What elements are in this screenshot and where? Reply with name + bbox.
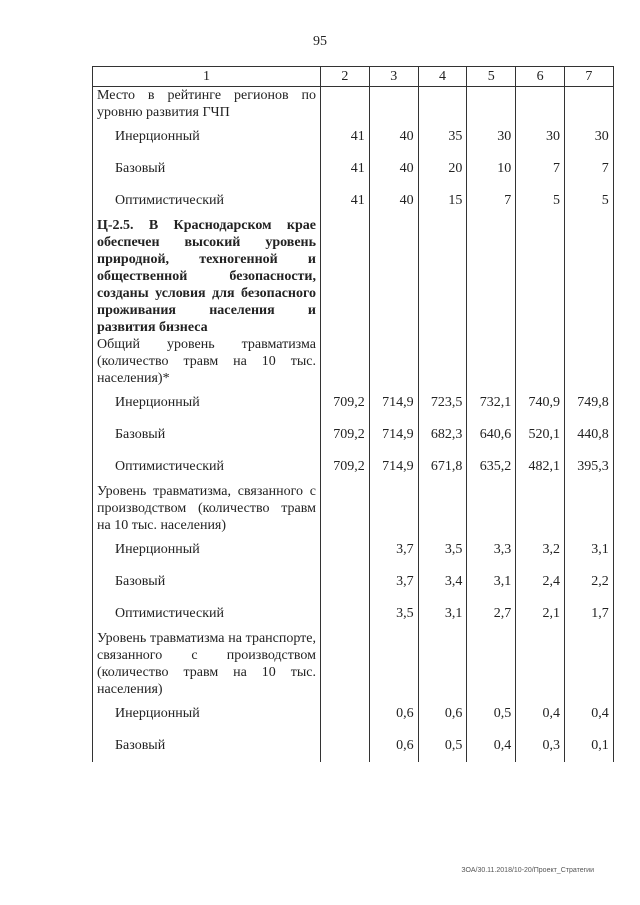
scenario-label: Оптимистический [93,185,321,217]
value-cell-col4: 20 [418,153,467,185]
scenario-label: Инерционный [93,387,321,419]
scenario-label: Оптимистический [93,598,321,630]
value-cell-col6: 2,1 [516,598,565,630]
value-cell-col2 [321,566,370,598]
value-cell-col2: 41 [321,153,370,185]
value-cell-col7: 0,4 [564,698,613,730]
value-cell-col7: 2,2 [564,566,613,598]
table-header-row [93,67,614,87]
scenario-label: Базовый [93,419,321,451]
value-cell-col3: 40 [369,153,418,185]
value-cell-col3: 40 [369,185,418,217]
table-row-scenario [93,698,614,730]
value-cell-col2: 709,2 [321,451,370,483]
value-cell-col3: 0,6 [369,730,418,762]
value-cell-col6: 5 [516,185,565,217]
value-cell-col2 [321,483,370,534]
value-cell-col4: 671,8 [418,451,467,483]
value-cell-col6: 2,4 [516,566,565,598]
value-cell-col2 [321,336,370,387]
value-cell-col5: 10 [467,153,516,185]
value-cell-col3: 3,7 [369,534,418,566]
value-cell-col5: 732,1 [467,387,516,419]
value-cell-col4: 0,6 [418,698,467,730]
header-cell-6: 6 [516,67,565,87]
table-row-goal [93,217,614,336]
value-cell-col7: 3,1 [564,534,613,566]
value-cell-col4 [418,87,467,122]
value-cell-col3 [369,630,418,698]
scenario-label: Инерционный [93,698,321,730]
value-cell-col7 [564,483,613,534]
scenario-label: Базовый [93,730,321,762]
value-cell-col2 [321,598,370,630]
value-cell-col6: 7 [516,153,565,185]
value-cell-col5: 3,3 [467,534,516,566]
value-cell-col3: 0,6 [369,698,418,730]
value-cell-col7 [564,87,613,122]
value-cell-col2 [321,630,370,698]
table-row-section [93,336,614,387]
value-cell-col5 [467,87,516,122]
value-cell-col3: 714,9 [369,387,418,419]
value-cell-col5 [467,217,516,336]
value-cell-col7: 749,8 [564,387,613,419]
value-cell-col5 [467,630,516,698]
table-row-scenario [93,451,614,483]
value-cell-col6: 520,1 [516,419,565,451]
value-cell-col2: 709,2 [321,419,370,451]
value-cell-col7: 5 [564,185,613,217]
value-cell-col5 [467,336,516,387]
value-cell-col2 [321,217,370,336]
value-cell-col4 [418,336,467,387]
value-cell-col5: 7 [467,185,516,217]
value-cell-col7: 395,3 [564,451,613,483]
value-cell-col4: 35 [418,121,467,153]
value-cell-col7 [564,217,613,336]
value-cell-col4: 3,5 [418,534,467,566]
value-cell-col7: 0,1 [564,730,613,762]
value-cell-col6 [516,336,565,387]
value-cell-col4 [418,483,467,534]
value-cell-col6 [516,217,565,336]
value-cell-col3 [369,87,418,122]
value-cell-col2 [321,534,370,566]
value-cell-col7 [564,336,613,387]
value-cell-col6: 0,3 [516,730,565,762]
scenario-label: Инерционный [93,121,321,153]
value-cell-col4: 3,4 [418,566,467,598]
value-cell-col3: 40 [369,121,418,153]
table-row-scenario [93,534,614,566]
value-cell-col6: 30 [516,121,565,153]
value-cell-col6 [516,87,565,122]
value-cell-col5: 640,6 [467,419,516,451]
value-cell-col4: 723,5 [418,387,467,419]
value-cell-col7: 7 [564,153,613,185]
scenario-label: Оптимистический [93,451,321,483]
table-row-scenario [93,121,614,153]
value-cell-col3 [369,336,418,387]
value-cell-col5: 0,5 [467,698,516,730]
value-cell-col2 [321,87,370,122]
table-row-scenario [93,387,614,419]
value-cell-col2: 709,2 [321,387,370,419]
table-row-scenario [93,185,614,217]
value-cell-col5: 2,7 [467,598,516,630]
value-cell-col7: 1,7 [564,598,613,630]
table-row-section [93,483,614,534]
value-cell-col2 [321,730,370,762]
value-cell-col4 [418,217,467,336]
table-row-section [93,630,614,698]
header-cell-3: 3 [369,67,418,87]
value-cell-col4: 0,5 [418,730,467,762]
value-cell-col3: 3,7 [369,566,418,598]
page-number: 95 [313,34,327,49]
value-cell-col3: 714,9 [369,419,418,451]
value-cell-col6: 0,4 [516,698,565,730]
value-cell-col2 [321,698,370,730]
table-row-scenario [93,730,614,762]
value-cell-col3 [369,483,418,534]
value-cell-col6: 740,9 [516,387,565,419]
value-cell-col5: 30 [467,121,516,153]
table-row-section [93,87,614,122]
value-cell-col5 [467,483,516,534]
value-cell-col4: 3,1 [418,598,467,630]
header-cell-4: 4 [418,67,467,87]
value-cell-col2: 41 [321,121,370,153]
value-cell-col5: 0,4 [467,730,516,762]
value-cell-col5: 3,1 [467,566,516,598]
value-cell-col4 [418,630,467,698]
scenario-label: Базовый [93,566,321,598]
strategy-indicators-table [92,66,614,762]
goal-heading: Ц-2.5. В Краснодарском крае обеспечен высокий уровень природной, техногенной и общественной безопасности, созданы условия для безопасного проживания населения и развития бизнеса [93,217,321,336]
value-cell-col7: 440,8 [564,419,613,451]
header-cell-7: 7 [564,67,613,87]
document-footer-code: ЗОА/30.11.2018/10-20/Проект_Стратегии [461,867,594,874]
indicator-label: Место в рейтинге регионов по уровню развития ГЧП [93,87,321,122]
value-cell-col7: 30 [564,121,613,153]
value-cell-col3 [369,217,418,336]
table-body [93,87,614,763]
value-cell-col7 [564,630,613,698]
value-cell-col3: 3,5 [369,598,418,630]
value-cell-col6 [516,483,565,534]
header-cell-2: 2 [321,67,370,87]
value-cell-col2: 41 [321,185,370,217]
table-row-scenario [93,419,614,451]
indicator-label: Уровень травматизма на транспорте, связанного с производством (количество травм на 10 тыс. населения) [93,630,321,698]
header-cell-5: 5 [467,67,516,87]
scenario-label: Инерционный [93,534,321,566]
table-row-scenario [93,566,614,598]
value-cell-col6: 482,1 [516,451,565,483]
value-cell-col4: 15 [418,185,467,217]
value-cell-col4: 682,3 [418,419,467,451]
table-row-scenario [93,598,614,630]
scenario-label: Базовый [93,153,321,185]
value-cell-col6: 3,2 [516,534,565,566]
value-cell-col5: 635,2 [467,451,516,483]
header-cell-1: 1 [93,67,321,87]
indicator-label: Общий уровень травматизма (количество травм на 10 тыс. населения)* [93,336,321,387]
value-cell-col6 [516,630,565,698]
value-cell-col3: 714,9 [369,451,418,483]
table-row-scenario [93,153,614,185]
indicator-label: Уровень травматизма, связанного с производством (количество травм на 10 тыс. населения) [93,483,321,534]
